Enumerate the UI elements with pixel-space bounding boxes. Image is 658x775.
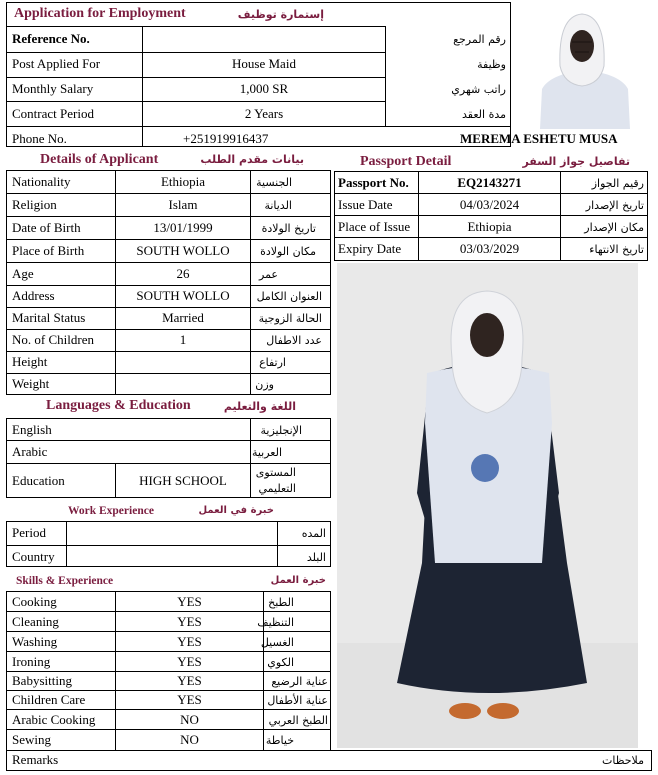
phone-label: Phone No. [12,131,67,146]
address-value: SOUTH WOLLO [136,288,230,303]
skill-cleaning-label: Cleaning [12,614,59,629]
passport-no-label-ar: رقيم الجواز [591,177,644,190]
work-title: Work Experience [68,505,154,517]
english-label: English [12,422,52,437]
religion-value: Islam [168,197,198,212]
place-of-issue-value: Ethiopia [467,219,512,234]
languages-title: Languages & Education [46,398,191,413]
place-of-issue-label-ar: مكان الإصدار [584,221,644,234]
nationality-value: Ethiopia [160,174,206,189]
application-title-ar: إستمارة توظيف [237,8,324,21]
address-label-ar: العنوان الكامل [256,290,322,303]
nationality-label: Nationality [12,174,71,189]
pob-label: Place of Birth [12,243,85,258]
height-label-ar: ارتفاع [259,356,286,369]
contract-value: 2 Years [244,106,284,121]
application-title: Application for Employment [14,6,186,21]
languages-title-ar: اللغة والتعليم [223,400,296,413]
period-label-ar: المده [301,527,326,540]
dob-value: 13/01/1999 [153,220,213,235]
age-label: Age [12,266,34,281]
skill-childcare-value: YES [177,692,202,707]
expiry-date-value: 03/03/2029 [459,241,520,256]
marital-label: Marital Status [12,310,86,325]
post-label-ar: وظيفة [477,58,506,71]
address-label: Address [12,288,55,303]
pob-value: SOUTH WOLLO [136,243,230,258]
passport-no-label: Passport No. [338,175,409,190]
education-value: HIGH SCHOOL [139,473,227,488]
skill-washing-label: Washing [12,634,58,649]
education-label-ar-1: المستوى [255,466,296,479]
children-label-ar: عدد الاطفال [266,334,322,347]
reference-label: Reference No. [12,31,90,46]
english-label-ar: الإنجليزية [260,424,302,437]
skills-title: Skills & Experience [16,575,114,587]
skill-childcare-label-ar: عناية الأطفال [267,694,328,707]
post-value: House Maid [232,56,296,71]
issue-date-label-ar: تاريخ الإصدار [585,199,644,212]
marital-value: Married [162,310,204,325]
period-label: Period [12,525,46,540]
skill-washing-value: YES [177,634,202,649]
full-body-photo [337,263,638,748]
issue-date-value: 04/03/2024 [459,197,520,212]
skill-childcare-label: Children Care [12,692,86,707]
skill-cooking-label: Cooking [12,594,57,609]
remarks-box [6,750,652,771]
skill-ironing-label-ar: الكوي [267,656,294,669]
age-label-ar: عمر [259,268,278,281]
post-label: Post Applied For [12,56,101,71]
height-label: Height [12,354,48,369]
weight-label-ar: وزن [255,378,274,391]
skill-babysitting-value: YES [177,673,202,688]
skill-cleaning-label-ar: التنظيف [257,616,294,629]
arabic-label: Arabic [12,444,48,459]
details-title-ar: بيانات مقدم الطلب [200,153,304,166]
passport-no-value: EQ2143271 [457,175,522,190]
passport-title-ar: تفاصيل جواز السفر [522,155,630,168]
country-label-ar: البلد [306,551,326,564]
skill-washing-label-ar: الغسيل [260,636,294,649]
marital-label-ar: الحالة الزوجية [258,312,322,325]
details-title: Details of Applicant [40,152,159,167]
children-label: No. of Children [12,332,94,347]
issue-date-label: Issue Date [338,197,393,212]
dob-label: Date of Birth [12,220,81,235]
skill-sewing-value: NO [180,732,199,747]
skill-arabic-cooking-label-ar: الطبخ العربي [268,714,328,727]
skill-cooking-label-ar: الطبخ [268,596,294,609]
skill-babysitting-label: Babysitting [12,673,72,688]
religion-label-ar: الديانة [264,199,292,212]
remarks-label-ar: ملاحظات [602,754,644,767]
salary-value: 1,000 SR [239,81,289,96]
weight-label: Weight [12,376,50,391]
place-of-issue-label: Place of Issue [338,219,411,234]
skills-title-ar: خبرة العمل [270,575,326,586]
applicant-name: MEREMA ESHETU MUSA [460,131,618,146]
expiry-date-label-ar: تاريخ الانتهاء [589,243,644,256]
skill-cooking-value: YES [177,594,202,609]
skill-ironing-value: YES [177,654,202,669]
skill-babysitting-label-ar: عناية الرضيع [271,675,328,688]
remarks-label: Remarks [12,752,59,767]
skill-arabic-cooking-label: Arabic Cooking [12,712,96,727]
reference-label-ar: رقم المرجع [453,33,506,46]
age-value: 26 [176,266,190,281]
skill-sewing-label-ar: خياطة [265,734,294,747]
passport-title: Passport Detail [360,154,452,169]
religion-label: Religion [12,197,57,212]
dob-label-ar: تاريخ الولادة [261,222,316,235]
contract-label: Contract Period [12,106,94,121]
pob-label-ar: مكان الولادة [260,245,316,258]
skill-sewing-label: Sewing [12,732,51,747]
education-label: Education [12,473,65,488]
skill-cleaning-value: YES [177,614,202,629]
nationality-label-ar: الجنسية [256,176,292,189]
education-label-ar-2: التعليمي [258,482,296,495]
contract-label-ar: مدة العقد [462,108,506,121]
work-title-ar: خبرة في العمل [198,505,274,516]
arabic-label-ar: العربية [251,446,282,459]
children-value: 1 [179,332,187,347]
skill-arabic-cooking-value: NO [180,712,199,727]
headshot-photo [520,4,650,129]
skill-ironing-label: Ironing [12,654,51,669]
salary-label: Monthly Salary [12,81,94,96]
country-label: Country [12,549,55,564]
phone-value: +251919916437 [183,131,269,146]
salary-label-ar: راتب شهري [451,83,506,96]
expiry-date-label: Expiry Date [338,241,402,256]
